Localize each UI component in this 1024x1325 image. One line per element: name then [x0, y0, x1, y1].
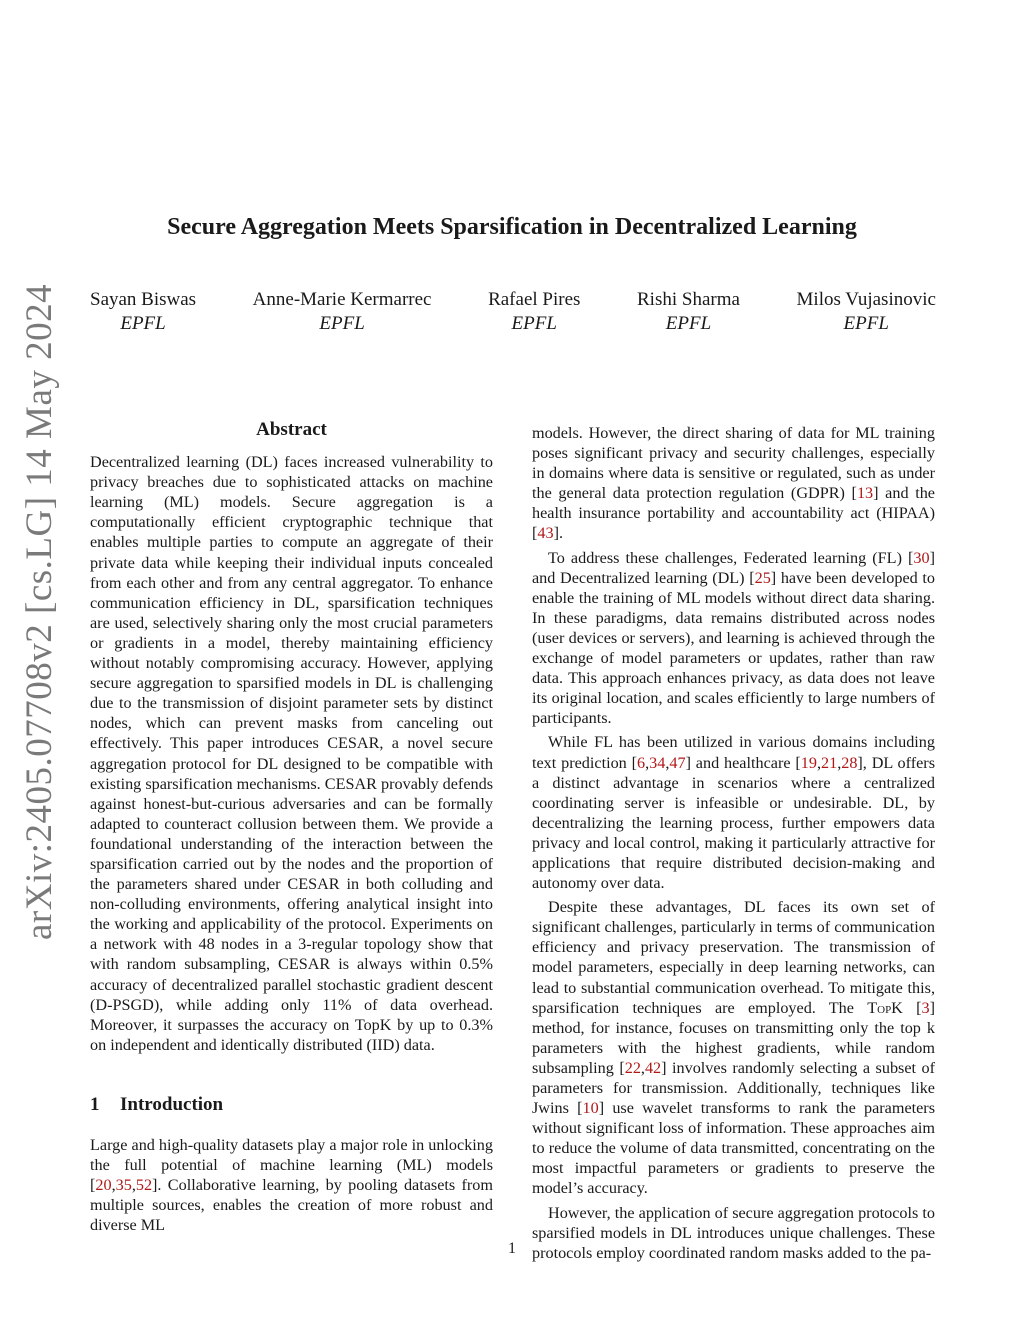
- author-affiliation: EPFL: [665, 313, 712, 334]
- author-list: [90, 288, 936, 336]
- arxiv-identifier-stamp[interactable]: arXiv:2405.07708v2 [cs.LG] 14 May 2024: [19, 283, 60, 940]
- author-block: [488, 288, 580, 336]
- author-name: Rafael Pires: [488, 289, 581, 310]
- author-block: [90, 288, 196, 336]
- citation-link[interactable]: 13: [856, 484, 874, 503]
- right-column: [532, 423, 935, 1263]
- page-number: 1: [508, 1240, 516, 1257]
- author-name: Anne-Marie Kermarrec: [252, 289, 432, 310]
- citation-link[interactable]: 34: [649, 753, 666, 772]
- author-block: [253, 288, 432, 336]
- citation-link[interactable]: 20: [95, 1176, 112, 1195]
- author-affiliation: EPFL: [511, 313, 557, 334]
- abstract-heading: Abstract: [256, 419, 327, 440]
- citation-link[interactable]: 43: [537, 524, 554, 543]
- citation-link[interactable]: 22: [624, 1058, 641, 1077]
- intro-paragraph-4: Despite these advantages, DL faces its own set of significant challenges, particularly in terms of communication efficiency and privacy preservation. The transmission of model parameters, especially in deep learning networks, can lead to substantial communication overhead. To mitigate this, sparsification techniques are employed. The TopK [3] method, for instance, focuses on transmitting only the top k parameters with the highest gradients, while random subsampling [22,42] involves randomly selecting a subset of parameters for transmission. Additionally, techniques like Jwins [10] use wavelet transforms to rank the parameters without significant loss of information. These approaches aim to reduce the volume of data transmitted, concentrating on the most impactful parameters or gradients to preserve the model’s accuracy.: [532, 898, 936, 1198]
- author-block: [637, 288, 740, 336]
- author-name: Milos Vujasinovic: [796, 289, 936, 310]
- citation-link[interactable]: 30: [913, 548, 930, 567]
- intro-paragraph-1: Large and high-quality datasets play a major role in unlocking the full potential of machine learning (ML) models [20,35,52]. Collaborative learning, by pooling datasets from multiple sources, enables the creation of more robust and diverse ML: [90, 1136, 493, 1235]
- citation-link[interactable]: 10: [582, 1099, 599, 1118]
- left-column: [90, 420, 493, 1235]
- author-block: [797, 288, 936, 336]
- citation-link[interactable]: 35: [115, 1176, 132, 1195]
- author-affiliation: EPFL: [120, 313, 166, 334]
- section-heading-introduction: [90, 1095, 493, 1115]
- intro-paragraph-1-continued: models. However, the direct sharing of data for ML training poses significant privacy and security challenges, especially in domains where data is sensitive or regulated, such as under the general data protection regulation (GDPR) [13] and the health insurance portability and accountability act (HIPAA) [43].: [532, 424, 935, 543]
- intro-paragraph-2: To address these challenges, Federated learning (FL) [30] and Decentralized learning (DL) [25] have been developed to enable the training of ML models without direct data sharing. In these paradigms, data remains distributed across nodes (user devices or servers), and learning is achieved through the exchange of model parameters or updates, rather than raw data. This approach enhances privacy, as data does not leave its original location, and scales efficiently to large numbers of participants.: [532, 548, 935, 728]
- citation-link[interactable]: 52: [135, 1176, 153, 1195]
- author-affiliation: EPFL: [319, 313, 365, 334]
- intro-paragraph-3: While FL has been utilized in various domains including text prediction [6,34,47] and healthcare [19,21,28], DL offers a distinct advantage in scenarios where a centralized coordinating server is infeasible or undesirable. DL, by decentralizing the learning process, further empowers data privacy and local control, making it particularly attractive for applications that require distributed decision-making and autonomy over data.: [532, 733, 935, 893]
- author-affiliation: EPFL: [843, 313, 889, 334]
- citation-link[interactable]: 42: [644, 1058, 662, 1077]
- section-number: 1: [90, 1093, 100, 1115]
- citation-link[interactable]: 47: [669, 753, 686, 772]
- author-name: Rishi Sharma: [637, 289, 740, 310]
- section-title: Introduction: [120, 1093, 224, 1115]
- abstract-text: Decentralized learning (DL) faces increased vulnerability to privacy breaches due to sophisticated attacks on machine learning (ML) models. Secure aggregation is a computationally efficient cryptographic technique that enables multiple parties to compute an aggregate of their private data while keeping their individual inputs concealed from each other and from any central aggregator. To enhance communication efficiency in DL, sparsification techniques are used, selectively sharing only the most crucial parameters or gradients in a model, thereby maintaining efficiency without notably compromising accuracy. However, applying secure aggregation to sparsified models in DL is challenging due to the transmission of disjoint parameter sets by distinct nodes, which can prevent masks from canceling out effectively. This paper introduces CESAR, a novel secure aggregation protocol for DL designed to be compatible with existing sparsification mechanisms. CESAR provably defends against honest-but-curious adversaries and can be formally adapted to counteract collusion between them. We provide a foundational understanding of the interaction between the sparsification carried out by the nodes and the proportion of the parameters shared under CESAR in both colluding and non-colluding environments, offering analytical insight into the working and applicability of the protocol. Experiments on a network with 48 nodes in a 3-regular topology show that with random subsampling, CESAR is always within 0.5% accuracy of decentralized parallel stochastic gradient descent (D-PSGD), while adding only 11% of data overhead. Moreover, it surpasses the accuracy on TopK by up to 0.3% on independent and identically distributed (IID) data.: [90, 453, 493, 1054]
- citation-link[interactable]: 21: [821, 753, 838, 772]
- intro-paragraph-5: However, the application of secure aggregation protocols to sparsified models in DL introduces unique challenges. These protocols employ coordinated random masks added to the pa-: [532, 1203, 935, 1262]
- citation-link[interactable]: 3: [921, 998, 930, 1017]
- citation-link[interactable]: 19: [800, 753, 817, 772]
- citation-link[interactable]: 28: [841, 753, 858, 772]
- paper-title: Secure Aggregation Meets Sparsification in Decentralized Learning: [167, 214, 857, 240]
- author-name: Sayan Biswas: [90, 289, 197, 310]
- citation-link[interactable]: 6: [637, 753, 646, 772]
- method-name-topk: TopK: [867, 998, 903, 1017]
- citation-link[interactable]: 25: [754, 568, 771, 587]
